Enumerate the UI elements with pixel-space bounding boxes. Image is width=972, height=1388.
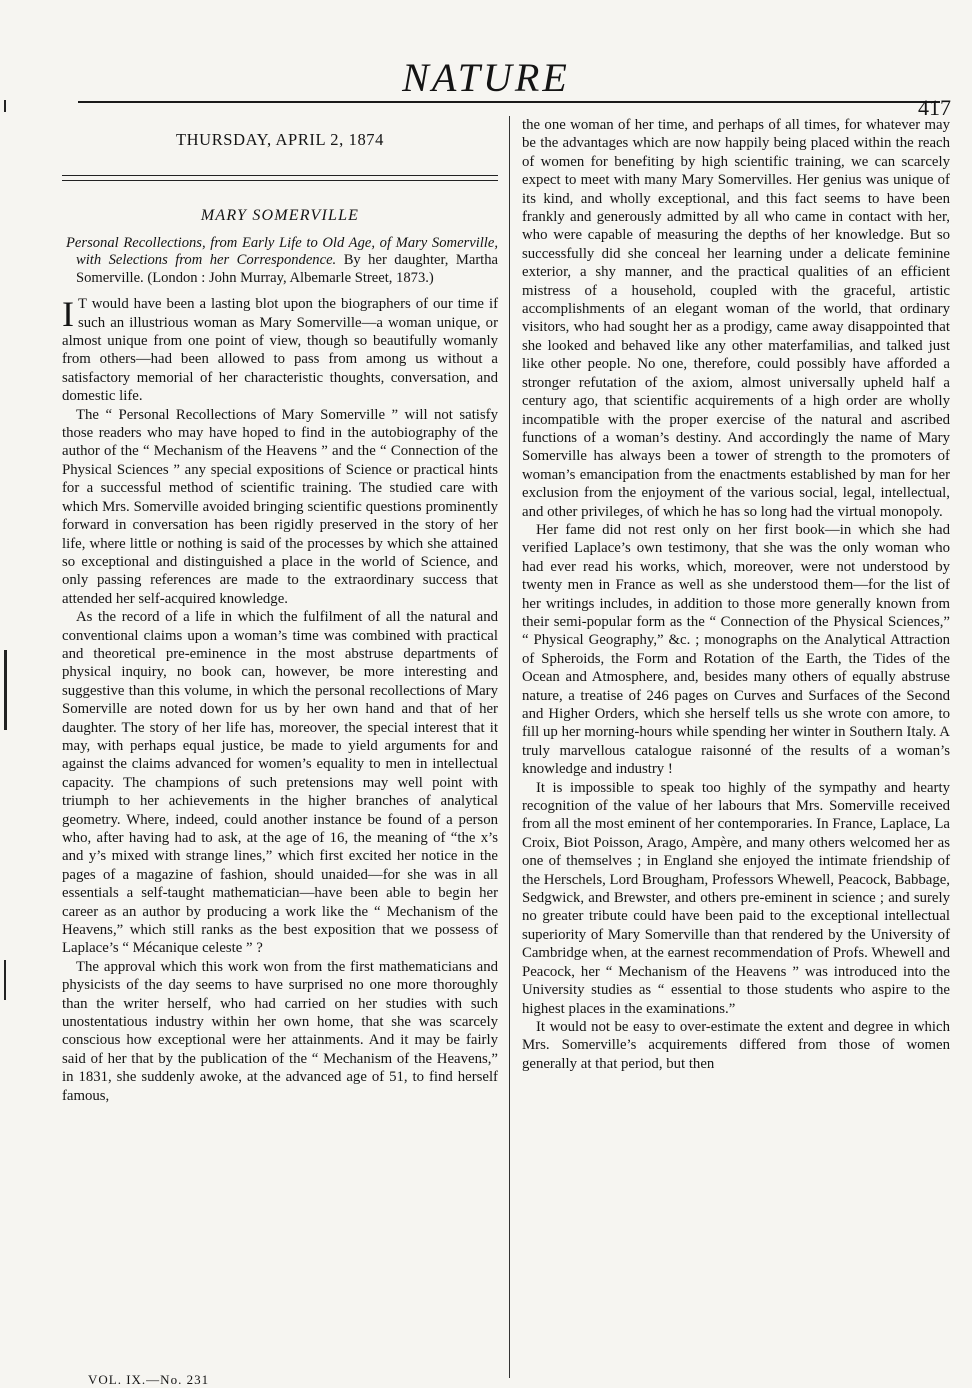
masthead-rule <box>78 101 940 103</box>
masthead: NATURE <box>402 55 570 100</box>
page-number: 417 <box>918 95 951 120</box>
paragraph: It is impossible to speak too highly of the sympathy and hearty recognition of the value of her labours that Mrs. Somerville received from all the most eminent of her contemporaries. In France, Laplace, La Croix, Biot Poisson, Arago, Ampère, and many others welcomed her as one of themselves ; in England she enjoyed the intimate friendship of the Herschels, Lord Brougham, Professors Whewell, Peacock, Babbage, Sedgwick, and Brewster, and others pre-eminent in science ; and surely no greater tribute could have been paid to the exceptional intellectual superiority of Mary Somerville than that rendered by the University of Cambridge when, at the earnest recommendation of Profs. Whewell and Peacock, her “ Mechanism of the Heavens ” was introduced into the University studies as “ essential to those students who aspire to the highest places in the examinations.” <box>522 779 950 1017</box>
dateline: THURSDAY, APRIL 2, 1874 <box>175 130 385 149</box>
paragraph: As the record of a life in which the fulfilment of all the natural and conventional claims upon a woman’s time was combined with practical and theoretical pre-eminence in the most abstruse departments of physical inquiry, no book can, however, be more interesting and suggestive than this volume, in which the personal recollections of Mary Somerville are noted down for us by her own hand and that of her daughter. The story of her life has, moreover, the special interest that it may, with perhaps equal justice, be made to yield arguments for and against the claims advanced for women’s equality to men in intellectual capacity. The champions of such pretensions may well point with triumph to her achievements in the higher branches of analytical geometry. Where, indeed, could another instance be found of a person who, after having had to ask, at the age of 16, the meaning of “the x’s and y’s mixed with strange lines,” which first excited her notice in the pages of a magazine of fashion, should unaided—for she was in all essentials a self-taught mathematician—have been able to begin her career as an author by producing a work like the “ Mechanism of the Heavens,” which still ranks as the best exposition that we possess of Laplace’s “ Mécanique celeste ” ? <box>62 609 498 957</box>
paragraph-text: T would have been a lasting blot upon the biographers of our time if such an illustrious woman as Mary Somerville—a woman unique, or almost unique from one point of view, though so beautifully womanly from others—had been allowed to pass from among us without a satisfactory memorial of her characteristic thoughts, conversation, and domestic life. <box>62 296 498 405</box>
drop-cap: I <box>62 294 74 335</box>
book-reference-title: Personal Recollections, from Early Life to Old Age, of Mary Somerville, with Selections from her Correspondence. <box>66 235 498 269</box>
right-column <box>522 116 950 1073</box>
paragraph: It would not be easy to over-estimate the extent and degree in which Mrs. Somerville’s acquirements differed from those of women generally at that period, but then <box>522 1018 950 1072</box>
book-reference-publisher: By her daughter, Martha Somerville. (London : John Murray, Albemarle Street, 1873.) <box>76 252 499 286</box>
volume-signature: VOL. IX.—No. 231 <box>88 1372 210 1387</box>
book-reference <box>62 235 498 287</box>
column-divider <box>509 116 510 1378</box>
paragraph: the one woman of her time, and perhaps of all times, for whatever may be the advantages which are now happily being placed within the reach of women for benefiting by high scientific training, we can scarcely expect to meet with many Mary Somervilles. Her genius was unique of its kind, and wholly exceptional, and this fact seems to have been frankly and generously admitted by all who came in contact with her, who were capable of measuring the depths of her knowledge. But so successfully did she conceal her learning under a delicate feminine exterior, a shy manner, and the practical qualities of an efficient mistress of a household, coupled with the graceful, artistic accomplishments of an elegant woman of the world, that ordinary visitors, who had sought her as a prodigy, came away disappointed that she looked and behaved like any other materfamilias, and talked just like other people. No one, therefore, could possibly have afforded a stronger refutation of the axiom, almost universally upheld half a century ago, that scientific acquirements of a high order are wholly incompatible with the proper exercise of the natural and ascribed functions of a woman’s destiny. And accordingly the name of Mary Somerville has always been a tower of strength to the promoters of woman’s emancipation from the enactments established by man for her exclusion from the enjoyment of the various social, legal, intellectual, and other privileges, of which he has so long had the virtual monopoly. <box>522 117 950 520</box>
margin-mark <box>4 650 7 730</box>
margin-mark <box>4 960 6 1000</box>
article-title: MARY SOMERVILLE <box>200 207 360 224</box>
margin-mark <box>4 100 6 112</box>
paragraph: The approval which this work won from the first mathematicians and physicists of the day seems to have surprised no one more thoroughly than the writer herself, who had carried on her studies with such unostentatious industry within her own home, that she was scarcely conscious how exceptional were her attainments. And it may be fairly said of her that by the publication of the “ Mechanism of the Heavens,” in 1831, she suddenly awoke, at the advanced age of 51, to find herself famous, <box>62 958 498 1104</box>
paragraph: Her fame did not rest only on her first book—in which she had verified Laplace’s own testimony, that she was the only woman who had ever read his works, which, moreover, were not understood by twenty men in France as well as she understood them—for the list of her writings includes, in addition to those more generally known from their semi-popular form as the “ Connection of the Physical Sciences,” “ Physical Geography,” &c. ; monographs on the Analytical Attraction of Spheroids, the Form and Rotation of the Earth, the Tides of the Ocean and Atmosphere, and, besides many others of equally abstruse nature, a treatise of 246 pages on Curves and Surfaces of the Second and Higher Orders, which she herself tells us she wrote con amore, to fill up her morning-hours while spending her winter in Southern Italy. A truly marvellous catalogue raisonné of the results of a woman’s knowledge and industry ! <box>522 521 950 778</box>
paragraph <box>62 295 498 405</box>
double-rule <box>62 175 498 181</box>
left-column <box>62 116 498 1105</box>
paragraph: The “ Personal Recollections of Mary Somerville ” will not satisfy those readers who may have hoped to find in the autobiography of the author of the “ Mechanism of the Heavens ” and the “ Connection of the Physical Sciences ” any special expositions of Science or practical hints for a successful method of scientific training. The studied care with which Mrs. Somerville avoided bringing scientific questions prominently forward in conversation has been rigidly preserved in the story of her life, where little or nothing is said of the processes by which she attained so exceptional and distinguished a place in the world of Science, and only passing references are made to the extraordinary success that attended her self-acquired knowledge. <box>62 406 498 607</box>
